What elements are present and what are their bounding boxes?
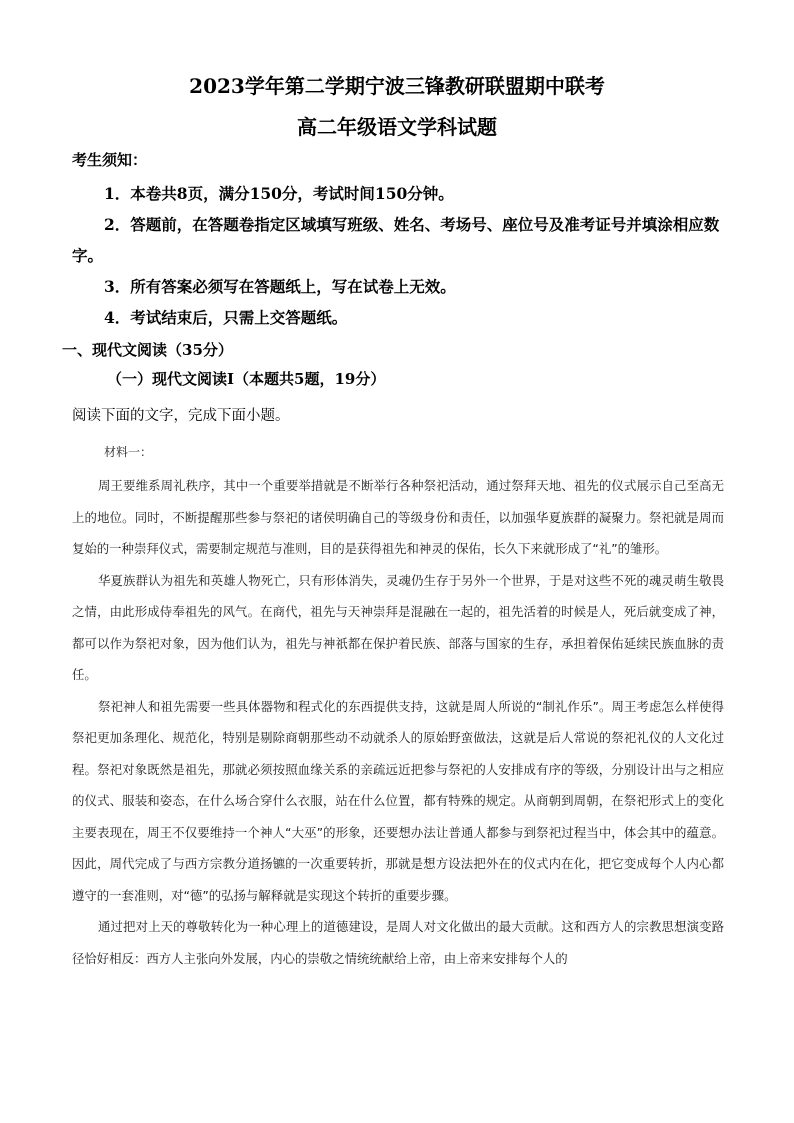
- exam-subtitle: 高二年级语文学科试题: [297, 115, 497, 139]
- section-heading: 一、现代文阅读（35分）: [62, 341, 233, 359]
- notice-item: 4．考试结束后，只需上交答题纸。: [104, 308, 348, 327]
- notice-item: 1．本卷共8页，满分150分，考试时间150分钟。: [104, 184, 454, 203]
- material-label: 材料一：: [104, 445, 153, 459]
- exam-title: 2023学年第二学期宁波三锋教研联盟期中联考: [189, 74, 605, 98]
- body-paragraph: 祭祀神人和祖先需要一些具体器物和程式化的东西提供支持，这就是周人所说的“制礼作乐”。周王考虑怎么样使得祭祀更加条理化、规范化，特别是剔除商朝那些动不动就杀人的原始野蛮做法，这就是后人常说的祭祀礼仪的人文化过程。祭祀对象既然是祖先，那就必须按照血缘关系的亲疏远近把参与祭祀的人安排成有序的等级，分别设计出与之相应的仪式、服装和姿态，在什么场合穿什么衣服，站在什么位置，都有特殊的规定。从商朝到周朝，在祭祀形式上的变化主要表现在，周王不仅要维持一个神人“大巫”的形象，还要想办法让普通人都参与到祭祀过程当中，体会其中的蕴意。因此，周代完成了与西方宗教分道扬镳的一次重要转折，那就是想方设法把外在的仪式内在化，把它变成每个人内心都遵守的一套准则，对“德”的弘扬与解释就是实现这个转折的重要步骤。: [72, 698, 724, 903]
- notice-list: [72, 178, 724, 333]
- subsection-heading: （一）现代文阅读Ⅰ（本题共5题，19分）: [107, 370, 386, 388]
- reading-instruction: 阅读下面的文字，完成下面小题。: [72, 408, 290, 424]
- body-paragraph: 周王要维系周礼秩序，其中一个重要举措就是不断举行各种祭祀活动，通过祭拜天地、祖先的仪式展示自己至高无上的地位。同时，不断提醒那些参与祭祀的诸侯明确自己的等级身份和责任，以加强华夏族群的凝聚力。祭祀就是周而复始的一种崇拜仪式，需要制定规范与准则，目的是获得祖先和神灵的保佑，长久下来就形成了“礼”的雏形。: [72, 478, 724, 556]
- material-body: [72, 470, 724, 974]
- notice-item: 2．答题前，在答题卷指定区域填写班级、姓名、考场号、座位号及准考证号并填涂相应数字。: [72, 215, 720, 265]
- body-paragraph: 华夏族群认为祖先和英雄人物死亡，只有形体消失，灵魂仍生存于另外一个世界，于是对这些不死的魂灵萌生敬畏之情，由此形成侍奉祖先的风气。在商代，祖先与天神崇拜是混融在一起的，祖先活着的时候是人，死后就变成了神，都可以作为祭祀对象，因为他们认为，祖先与神祇都在保护着民族、部落与国家的生存，承担着保佑延续民族血脉的责任。: [72, 572, 724, 682]
- notice-item: 3．所有答案必须写在答题纸上，写在试卷上无效。: [104, 277, 456, 296]
- notice-heading: 考生须知：: [72, 151, 148, 169]
- body-paragraph: 通过把对上天的尊敬转化为一种心理上的道德建设，是周人对文化做出的最大贡献。这和西方人的宗教思想演变路径恰好相反：西方人主张向外发展，内心的崇敬之情统统献给上帝，由上帝来安排每个人的: [72, 919, 724, 966]
